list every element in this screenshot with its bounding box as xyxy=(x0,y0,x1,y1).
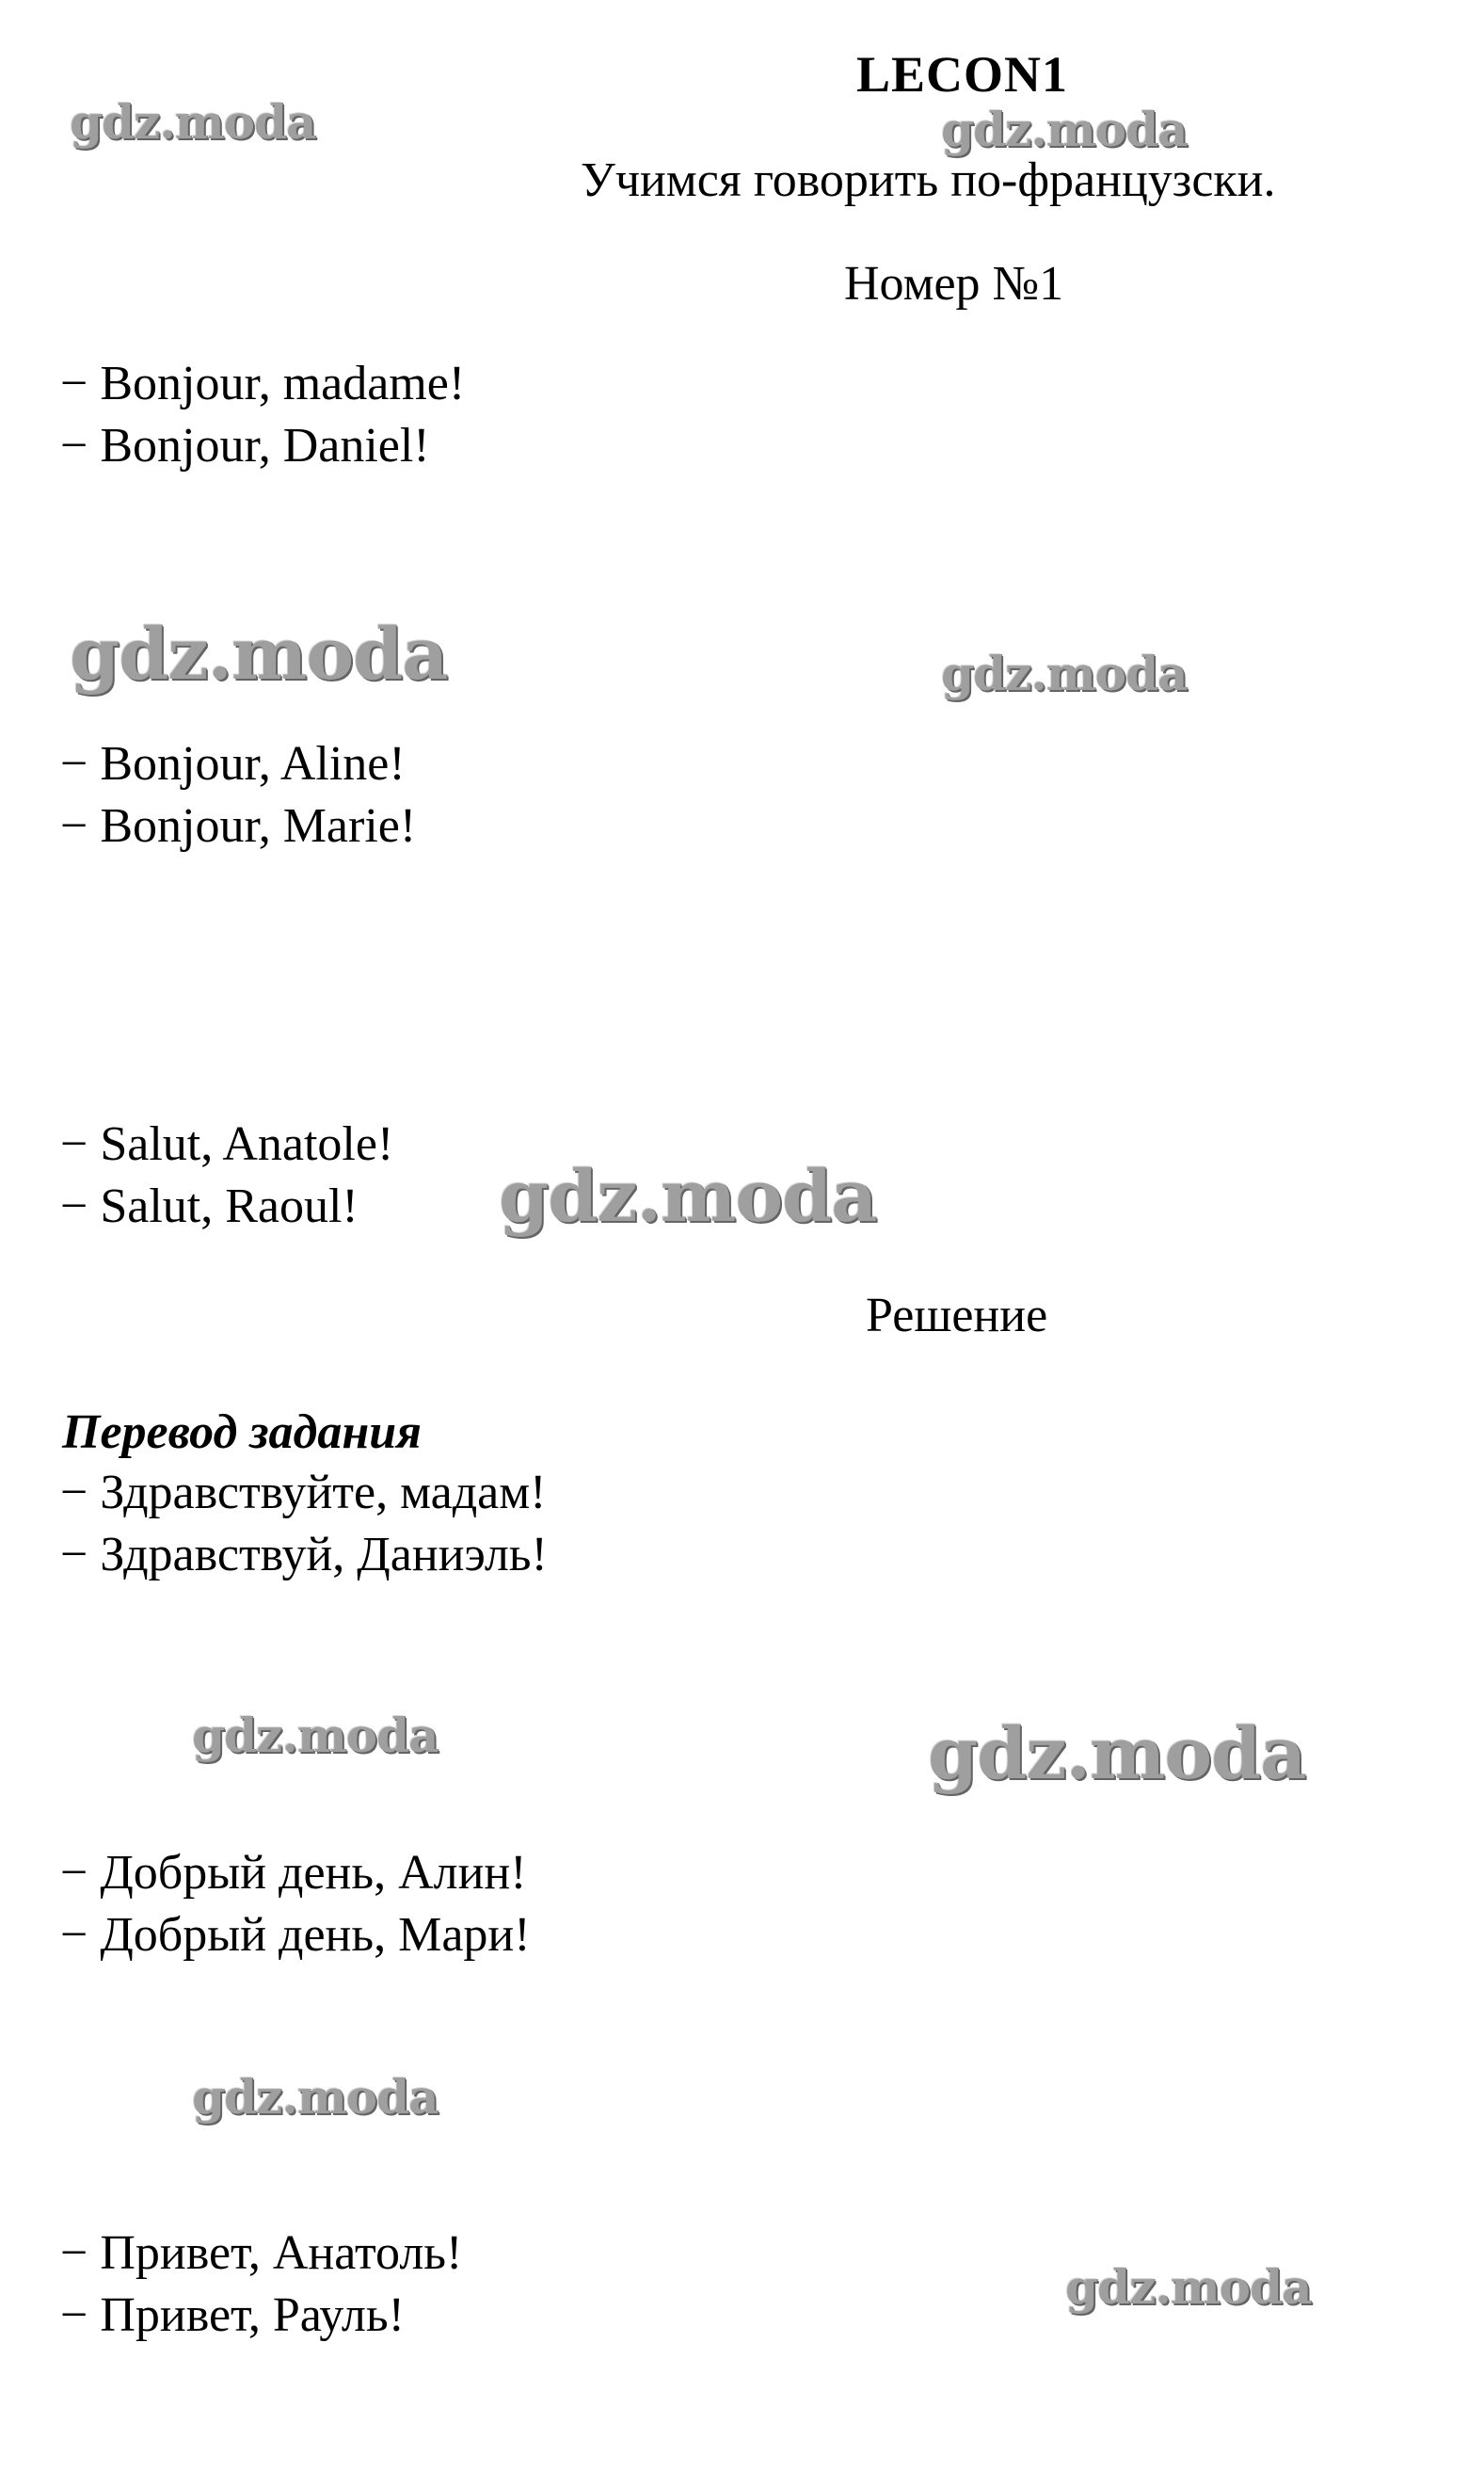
dialogue-line: − Bonjour, Aline! xyxy=(60,737,406,791)
lesson-title: LECON1 xyxy=(856,46,1069,103)
dialogue-line: − Salut, Anatole! xyxy=(60,1117,394,1171)
watermark: gdz.moda xyxy=(941,646,1188,701)
watermark: gdz.moda xyxy=(192,1708,439,1763)
lesson-subtitle: Учимся говорить по-французски. xyxy=(581,153,1276,207)
solution-heading: Решение xyxy=(866,1289,1048,1342)
translation-line: − Добрый день, Алин! xyxy=(60,1846,527,1900)
translation-line: − Привет, Рауль! xyxy=(60,2288,405,2342)
watermark: gdz.moda xyxy=(1065,2259,1312,2315)
watermark: gdz.moda xyxy=(941,102,1188,157)
watermark: gdz.moda xyxy=(928,1711,1306,1795)
watermark: gdz.moda xyxy=(70,94,316,150)
translation-heading: Перевод задания xyxy=(62,1405,422,1459)
dialogue-line: − Bonjour, Marie! xyxy=(60,799,417,853)
dialogue-line: − Bonjour, madame! xyxy=(60,357,466,410)
translation-line: − Добрый день, Мари! xyxy=(60,1908,531,1962)
translation-line: − Привет, Анатоль! xyxy=(60,2226,463,2280)
translation-line: − Здравствуй, Даниэль! xyxy=(60,1528,548,1581)
watermark: gdz.moda xyxy=(192,2069,439,2125)
watermark: gdz.moda xyxy=(499,1154,877,1238)
watermark: gdz.moda xyxy=(70,612,448,696)
translation-line: − Здравствуйте, мадам! xyxy=(60,1466,547,1519)
exercise-number: Номер №1 xyxy=(844,257,1064,311)
dialogue-line: − Salut, Raoul! xyxy=(60,1179,359,1233)
dialogue-line: − Bonjour, Daniel! xyxy=(60,419,430,473)
